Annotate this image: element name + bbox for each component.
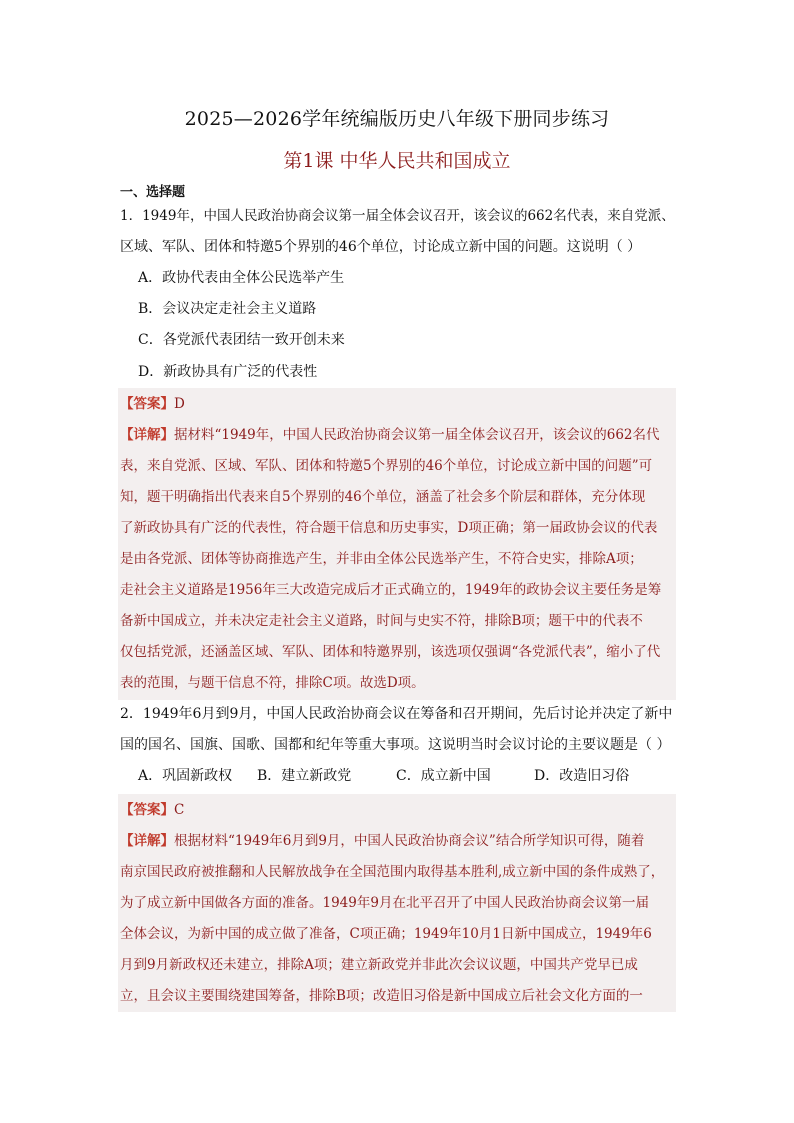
detail-tag: 【详解】 [120, 833, 174, 849]
question-1-detail-line-6: 走社会主义道路是1956年三大改造完成后才正式确立的，1949年的政协会议主要任务是筹 [120, 582, 662, 598]
question-1-option-c: C．各党派代表团结一致开创未来 [138, 332, 345, 348]
question-2-option-b: B．建立新政党 [257, 768, 352, 784]
question-1-detail-line-4: 了新政协具有广泛的代表性，符合题干信息和历史事实，D项正确；第一届政协会议的代表 [120, 520, 658, 536]
question-1-detail-line-5: 是由各党派、团体等协商推选产生，并非由全体公民选举产生，不符合史实，排除A项； [120, 551, 643, 567]
question-2-detail-line-4: 全体会议，为新中国的成立做了准备，C项正确；1949年10月1日新中国成立，1949年6 [120, 926, 652, 942]
question-1-detail-line-8: 仅包括党派，还涵盖区域、军队、团体和特邀界别，该选项仅强调“各党派代表”，缩小了代 [120, 644, 661, 660]
question-2-answer [120, 800, 676, 820]
question-1-detail-line-9: 表的范围，与题干信息不符，排除C项。故选D项。 [120, 675, 425, 691]
detail-text: 根据材料“1949年6月到9月，中国人民政治协商会议”结合所学知识可得，随着 [174, 833, 645, 849]
question-2-line-1: 2．1949年6月到9月，中国人民政治协商会议在筹备和召开期间，先后讨论并决定了新中 [120, 706, 673, 722]
question-2-option-a: A．巩固新政权 [138, 768, 233, 784]
question-1-answer [120, 394, 676, 414]
question-2-detail-line-1 [120, 831, 676, 851]
answer-tag: 【答案】 [120, 802, 174, 818]
question-2-option-d: D．改造旧习俗 [534, 768, 630, 784]
question-1-option-d: D．新政协具有广泛的代表性 [138, 364, 318, 380]
question-1-detail-line-2: 表，来自党派、区域、军队、团体和特邀5个界别的46个单位，讨论成立新中国的问题”可 [120, 458, 653, 474]
detail-tag: 【详解】 [120, 427, 174, 443]
detail-text: 据材料“1949年，中国人民政治协商会议第一届全体会议召开，该会议的662名代 [174, 427, 660, 443]
question-2-detail-line-6: 立，且会议主要围绕建国筹备，排除B项；改造旧习俗是新中国成立后社会文化方面的一 [120, 988, 643, 1004]
question-2-detail-line-3: 为了成立新中国做各方面的准备。1949年9月在北平召开了中国人民政治协商会议第一届 [120, 895, 649, 911]
question-1-line-1: 1．1949年，中国人民政治协商会议第一届全体会议召开，该会议的662名代表，来自党派、 [120, 208, 675, 224]
document-title: 2025—2026学年统编版历史八年级下册同步练习 [184, 108, 610, 130]
question-1-option-b: B．会议决定走社会主义道路 [138, 301, 317, 317]
question-1-line-2: 区域、军队、团体和特邀5个界别的46个单位，讨论成立新中国的问题。这说明（ ） [120, 239, 642, 255]
question-2-detail-line-2: 南京国民政府被推翻和人民解放战争在全国范围内取得基本胜利,成立新中国的条件成熟了， [120, 864, 665, 880]
question-1-option-a: A．政协代表由全体公民选举产生 [138, 270, 345, 286]
answer-value: D [174, 396, 185, 412]
section-heading: 一、选择题 [120, 185, 186, 200]
lesson-title: 第1课 中华人民共和国成立 [283, 150, 511, 172]
question-1-detail-line-3: 知，题干明确指出代表来自5个界别的46个单位，涵盖了社会多个阶层和群体，充分体现 [120, 489, 646, 505]
question-2-line-2: 国的国名、国旗、国歌、国都和纪年等重大事项。这说明当时会议讨论的主要议题是（ ） [120, 737, 671, 753]
question-2-option-c: C．成立新中国 [396, 768, 491, 784]
answer-tag: 【答案】 [120, 396, 174, 412]
question-2-detail-line-5: 月到9月新政权还未建立，排除A项；建立新政党并非此次会议议题，中国共产党早已成 [120, 957, 638, 973]
question-1-detail-line-7: 备新中国成立，并未决定走社会主义道路，时间与史实不符，排除B项；题干中的代表不 [120, 613, 643, 629]
question-1-detail-line-1 [120, 425, 676, 445]
answer-value: C [174, 802, 185, 818]
